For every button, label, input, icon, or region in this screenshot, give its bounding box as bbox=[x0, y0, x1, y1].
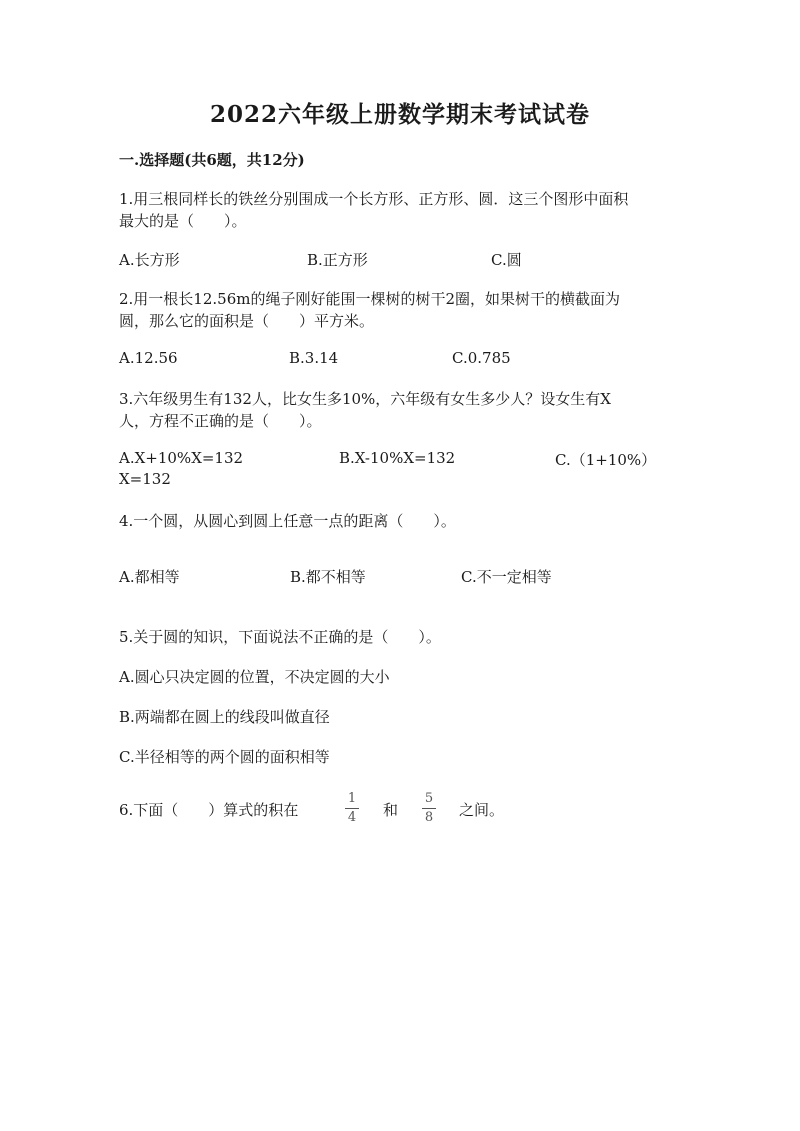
question-1-option-a: A.长方形 bbox=[119, 251, 180, 269]
question-4-option-a: A.都相等 bbox=[119, 568, 180, 586]
question-2-option-a: A.12.56 bbox=[119, 349, 178, 367]
question-6-text-start: 6.下面（ ）算式的积在 bbox=[119, 801, 299, 819]
fraction-1-numerator: 1 bbox=[347, 791, 357, 806]
question-6-text-and: 和 bbox=[383, 801, 399, 819]
question-3-option-c-continued: X=132 bbox=[119, 470, 171, 488]
fraction-five-eighths bbox=[422, 791, 436, 826]
question-2-option-b: B.3.14 bbox=[289, 349, 339, 367]
fraction-one-quarter bbox=[345, 791, 359, 826]
fraction-1-bar bbox=[345, 808, 359, 809]
fraction-2-numerator: 5 bbox=[424, 791, 434, 806]
question-3-line-2: 人，方程不正确的是（ ）。 bbox=[119, 412, 322, 430]
question-3-line-1: 3.六年级男生有132人，比女生多10%，六年级有女生多少人？设女生有X bbox=[119, 390, 611, 408]
question-4-option-c: C.不一定相等 bbox=[461, 568, 552, 586]
question-6-text-end: 之间。 bbox=[459, 801, 505, 819]
section-heading: 一.选择题(共6题，共12分) bbox=[119, 151, 305, 169]
question-1-option-b: B.正方形 bbox=[307, 251, 368, 269]
question-2-line-2: 圆，那么它的面积是（ ）平方米。 bbox=[119, 312, 375, 330]
question-3-option-a: A.X+10%X=132 bbox=[119, 449, 244, 467]
question-4-line-1: 4.一个圆，从圆心到圆上任意一点的距离（ ）。 bbox=[119, 512, 456, 530]
question-3-option-b: B.X-10%X=132 bbox=[339, 449, 456, 467]
question-1-option-c: C.圆 bbox=[491, 251, 522, 269]
question-5-option-a: A.圆心只决定圆的位置，不决定圆的大小 bbox=[119, 668, 390, 686]
question-2-line-1: 2.用一根长12.56m的绳子刚好能围一棵树的树干2圈，如果树干的横截面为 bbox=[119, 290, 621, 308]
question-3-option-c: C.（1+10%） bbox=[555, 451, 657, 469]
fraction-2-denominator: 8 bbox=[424, 810, 434, 825]
question-2-option-c: C.0.785 bbox=[452, 349, 511, 367]
fraction-2-bar bbox=[422, 808, 436, 809]
question-1-line-1: 1.用三根同样长的铁丝分别围成一个长方形、正方形、圆．这三个图形中面积 bbox=[119, 190, 629, 208]
question-4-option-b: B.都不相等 bbox=[290, 568, 366, 586]
exam-title: 2022六年级上册数学期末考试试卷 bbox=[209, 101, 590, 128]
fraction-1-denominator: 4 bbox=[347, 810, 357, 825]
question-5-option-b: B.两端都在圆上的线段叫做直径 bbox=[119, 708, 330, 726]
question-1-line-2: 最大的是（ ）。 bbox=[119, 212, 247, 230]
question-5-option-c: C.半径相等的两个圆的面积相等 bbox=[119, 748, 330, 766]
question-5-line-1: 5.关于圆的知识，下面说法不正确的是（ ）。 bbox=[119, 628, 441, 646]
